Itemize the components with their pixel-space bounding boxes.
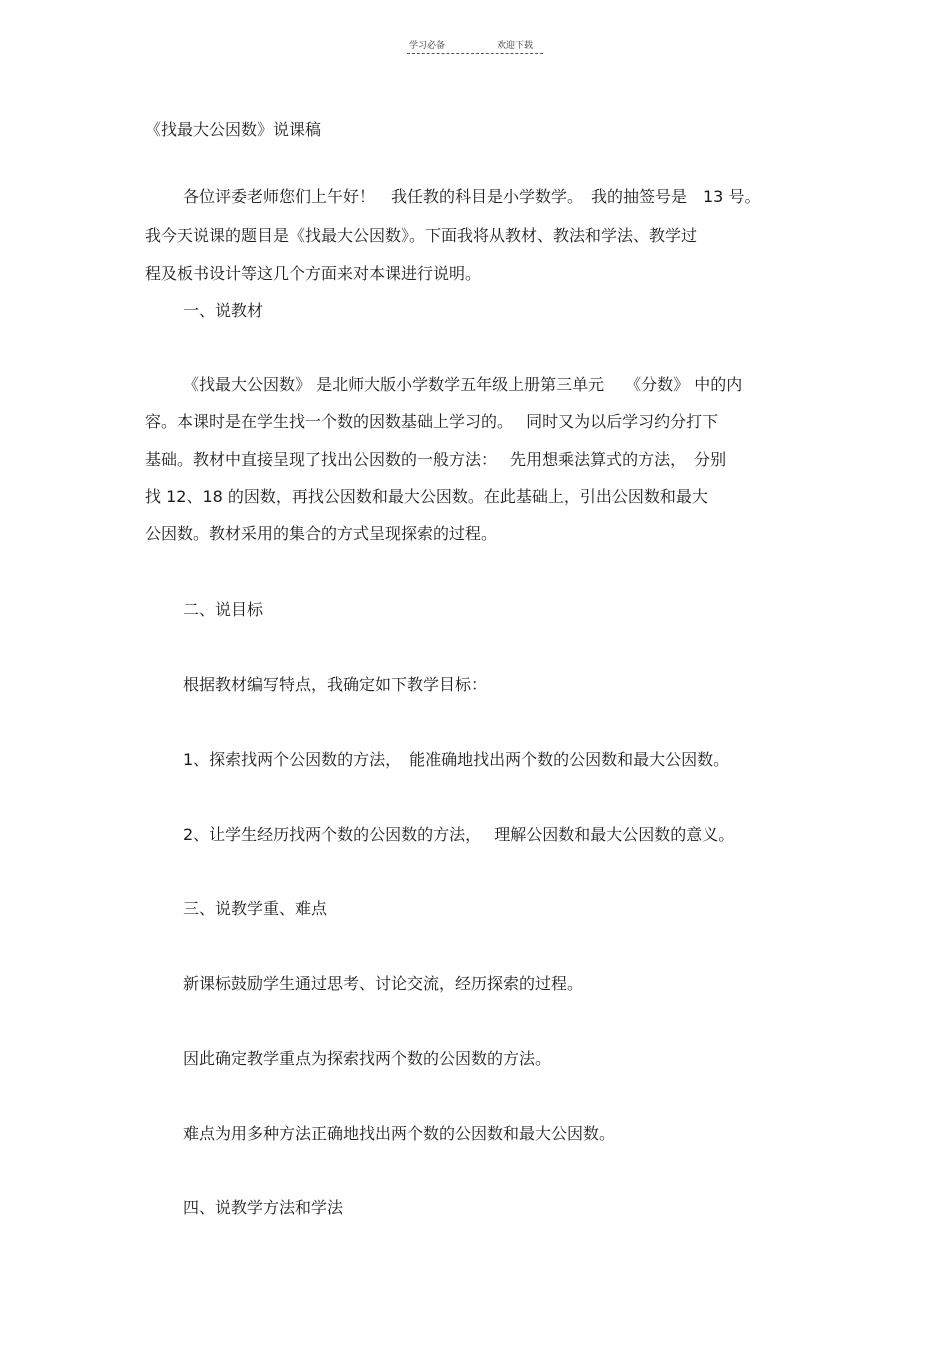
section-1-line-4: 找 12、18 的因数，再找公因数和最大公因数。在此基础上，引出公因数和最大 bbox=[145, 487, 708, 506]
section-3-line-3: 难点为用多种方法正确地找出两个数的公因数和最大公因数。 bbox=[183, 1124, 616, 1143]
section-3-heading: 三、说教学重、难点 bbox=[183, 899, 328, 918]
header-divider bbox=[407, 53, 543, 54]
section-2-intro: 根据教材编写特点，我确定如下教学目标： bbox=[183, 675, 488, 694]
document-title: 《找最大公因数》说课稿 bbox=[145, 120, 322, 139]
section-1-line-2: 容。本课时是在学生找一个数的因数基础上学习的。 同时又为以后学习约分打下 bbox=[145, 412, 719, 431]
section-1-heading: 一、说教材 bbox=[183, 301, 264, 320]
intro-line-1: 各位评委老师您们上午好！ 我任教的科目是小学数学。 我的抽签号是 13 号。 bbox=[183, 187, 761, 206]
section-1-line-1: 《找最大公因数》 是北师大版小学数学五年级上册第三单元 《分数》 中的内 bbox=[183, 375, 743, 394]
section-2-heading: 二、说目标 bbox=[183, 600, 264, 619]
intro-line-2: 我今天说课的题目是《找最大公因数》。下面我将从教材、教法和学法、教学过 bbox=[145, 226, 698, 245]
goal-item-2: 2、让学生经历找两个数的公因数的方法， 理解公因数和最大公因数的意义。 bbox=[183, 825, 735, 844]
header-right-text: 欢迎下载 bbox=[497, 41, 534, 51]
section-3-line-1: 新课标鼓励学生通过思考、讨论交流，经历探索的过程。 bbox=[183, 974, 584, 993]
goal-item-1: 1、探索找两个公因数的方法， 能准确地找出两个数的公因数和最大公因数。 bbox=[183, 750, 730, 769]
header-left-text: 学习必备 bbox=[409, 41, 446, 51]
section-3-line-2: 因此确定教学重点为探索找两个数的公因数的方法。 bbox=[183, 1049, 552, 1068]
section-1-line-3: 基础。教材中直接呈现了找出公因数的一般方法： 先用想乘法算式的方法， 分别 bbox=[145, 450, 727, 469]
section-4-heading: 四、说教学方法和学法 bbox=[183, 1198, 344, 1217]
section-1-line-5: 公因数。教材采用的集合的方式呈现探索的过程。 bbox=[145, 524, 498, 543]
intro-line-3: 程及板书设计等这几个方面来对本课进行说明。 bbox=[145, 264, 482, 283]
page-header bbox=[407, 38, 543, 58]
